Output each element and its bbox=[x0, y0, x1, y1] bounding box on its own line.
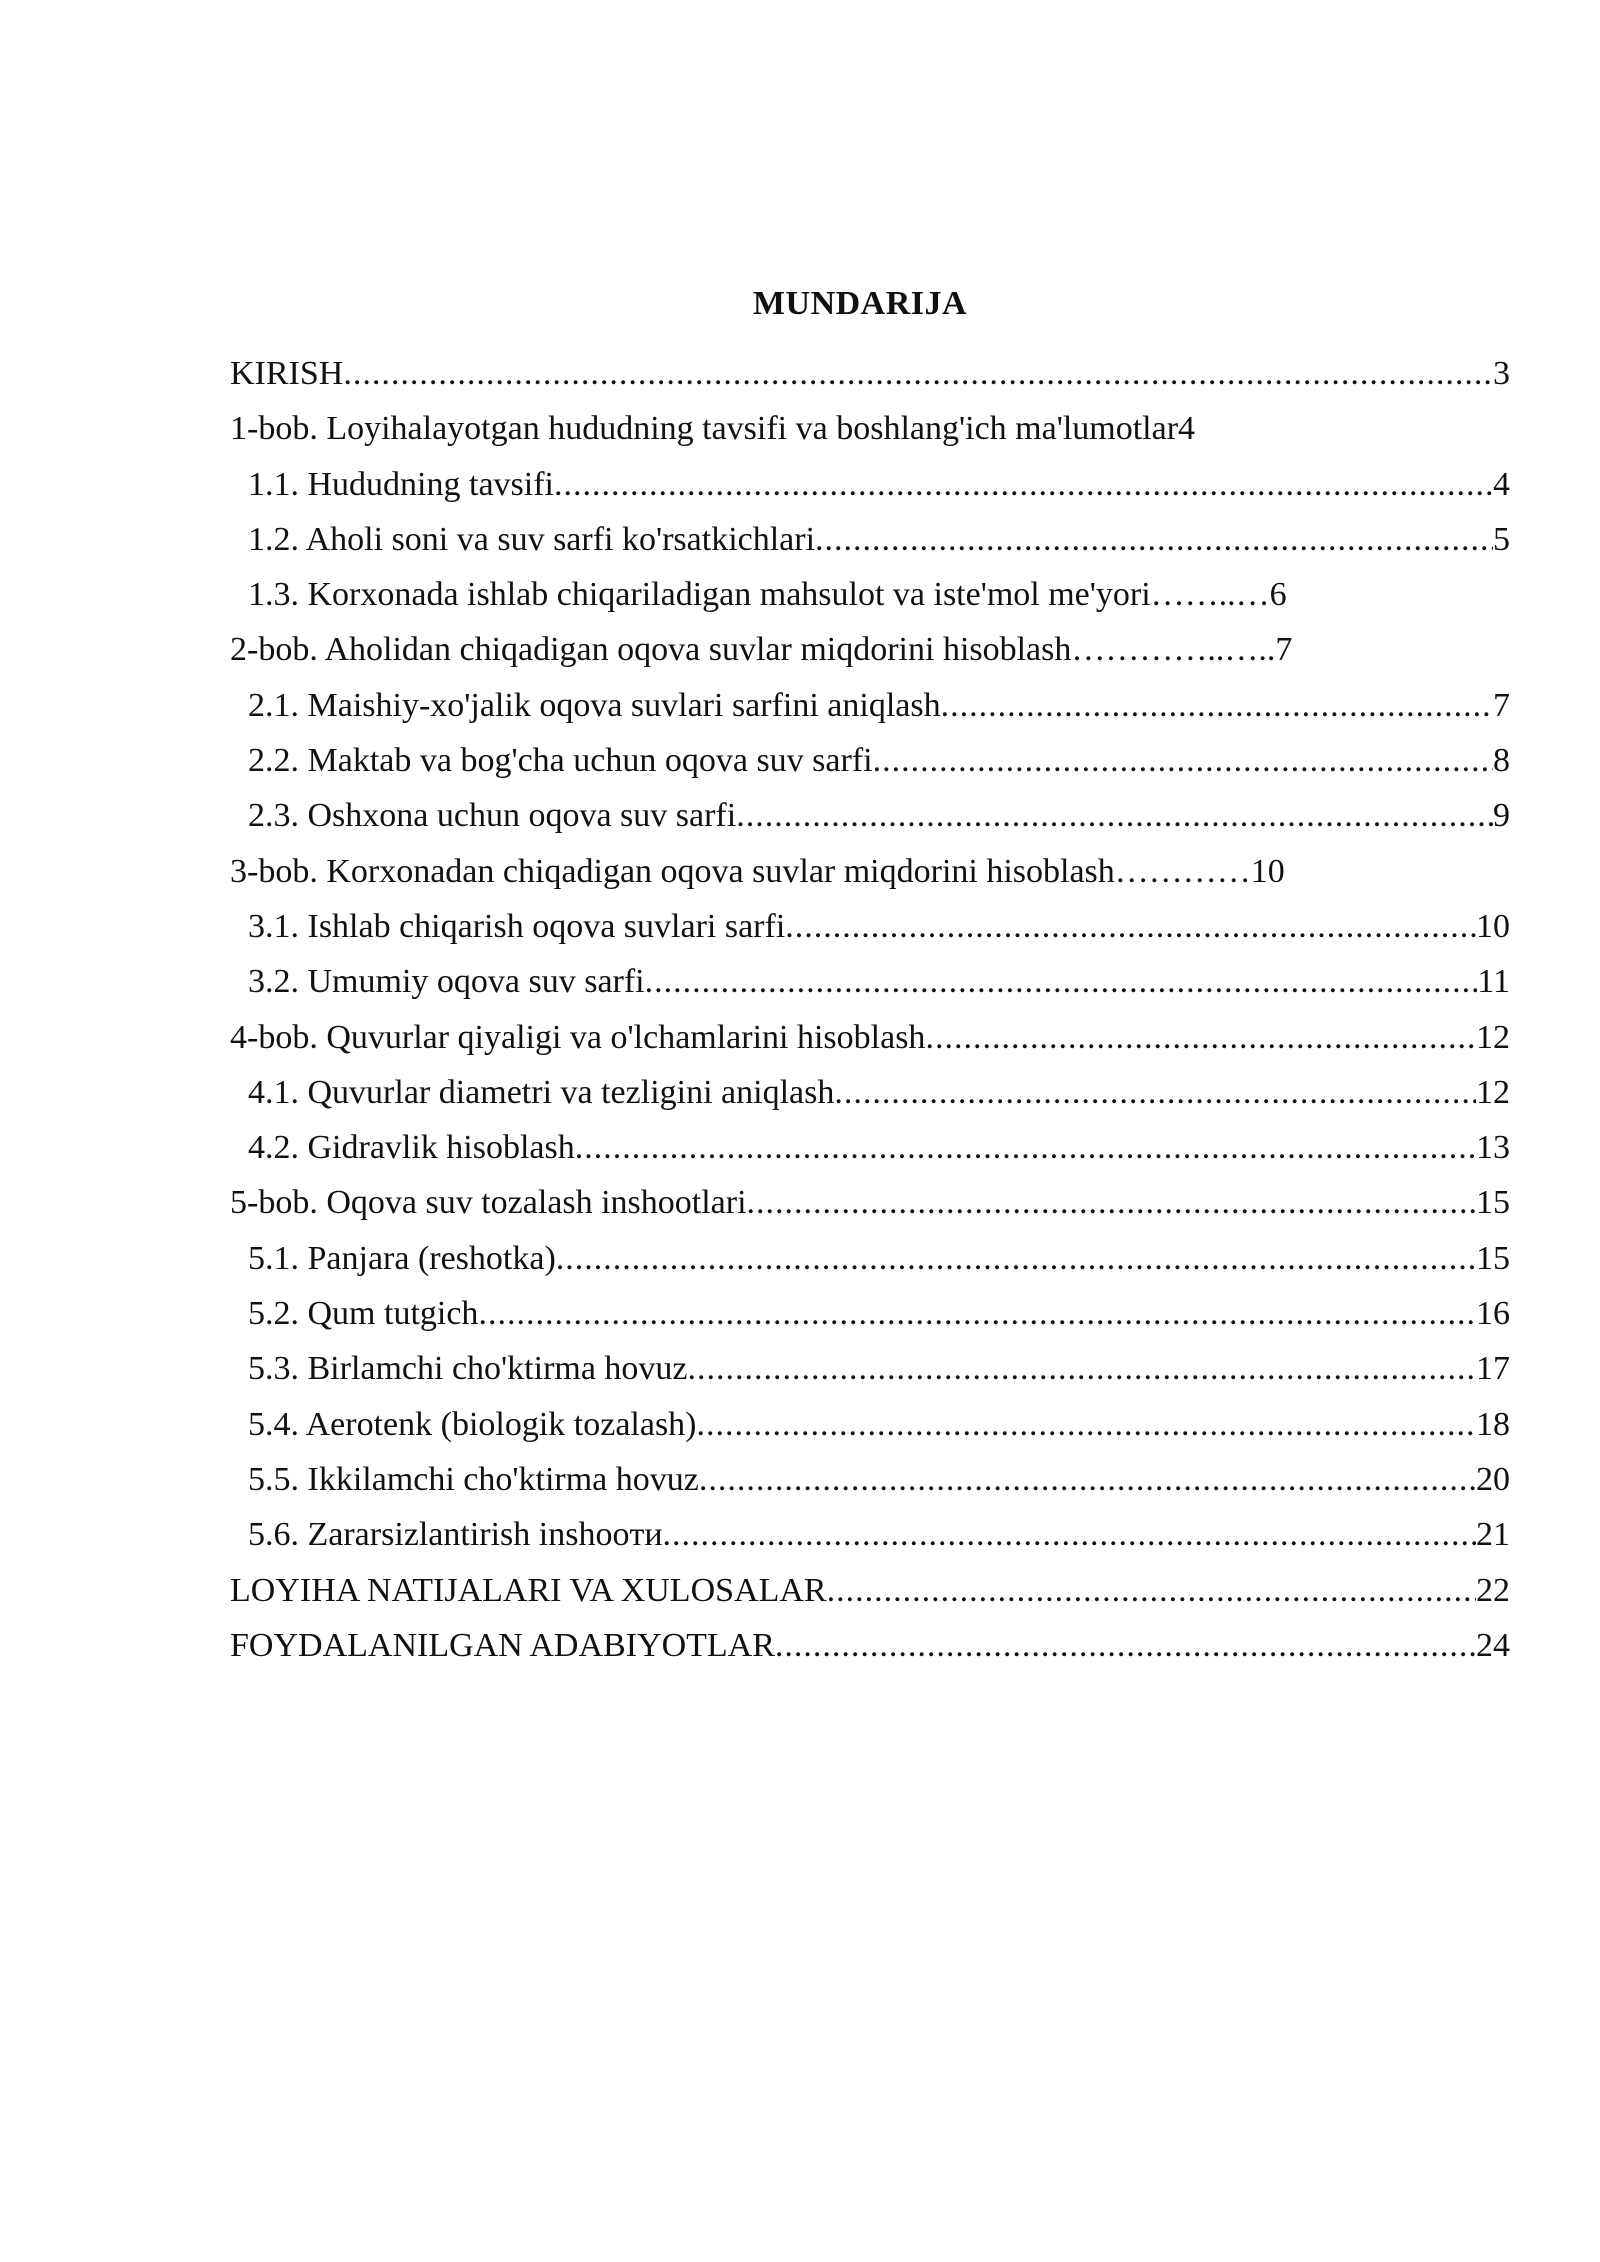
toc-entry[interactable] bbox=[230, 899, 1510, 954]
toc-entry[interactable] bbox=[230, 788, 1510, 843]
toc-entry-page-number: 16 bbox=[1476, 1295, 1510, 1333]
toc-entry-label: 1.2. Aholi soni va suv sarfi ko'rsatkichlari bbox=[248, 520, 816, 558]
toc-dot-leader bbox=[645, 954, 1478, 1009]
toc-entry[interactable] bbox=[230, 1397, 1510, 1452]
toc-entry[interactable] bbox=[230, 1231, 1510, 1286]
toc-entry-label: 1-bob. Loyihalayotgan hududning tavsifi va boshlang'ich ma'lumotlar bbox=[230, 410, 1179, 448]
toc-entry[interactable] bbox=[230, 954, 1510, 1009]
toc-entry-page-number: 22 bbox=[1476, 1571, 1510, 1609]
toc-dot-leader bbox=[556, 1231, 1476, 1286]
toc-dot-leader bbox=[941, 678, 1493, 733]
toc-entry[interactable] bbox=[230, 1286, 1510, 1341]
toc-entry-page-number: 7 bbox=[1275, 631, 1293, 669]
toc-entry-page-number: 6 bbox=[1269, 576, 1287, 614]
toc-entry-label: 5.3. Birlamchi cho'ktirma hovuz bbox=[248, 1350, 688, 1388]
toc-entry-label: 5.5. Ikkilamchi cho'ktirma hovuz bbox=[248, 1460, 699, 1498]
toc-entry[interactable] bbox=[230, 1452, 1510, 1507]
toc-entry-label: LOYIHA NATIJALARI VA XULOSALAR bbox=[230, 1571, 827, 1609]
toc-entry[interactable] bbox=[230, 1563, 1510, 1618]
toc-entry[interactable] bbox=[230, 401, 1510, 456]
toc-entry[interactable] bbox=[230, 1010, 1510, 1065]
toc-entry-label: FOYDALANILGAN ADABIYOTLAR bbox=[230, 1626, 775, 1664]
toc-entry-page-number: 20 bbox=[1476, 1460, 1510, 1498]
toc-entry[interactable] bbox=[230, 1618, 1510, 1673]
toc-entry-page-number: 10 bbox=[1250, 852, 1285, 890]
toc-dot-leader bbox=[925, 1010, 1476, 1065]
toc-dot-leader bbox=[785, 899, 1476, 954]
toc-entry[interactable] bbox=[230, 1175, 1510, 1230]
toc-dot-leader bbox=[815, 512, 1493, 567]
toc-entry-label: 5.1. Panjara (reshotka) bbox=[248, 1239, 556, 1277]
toc-entry[interactable] bbox=[230, 1065, 1510, 1120]
toc-entry-page-number: 5 bbox=[1493, 520, 1510, 558]
toc-entry-label: 2.2. Maktab va bog'cha uchun oqova suv sarfi bbox=[248, 742, 873, 780]
toc-entry-label: 5.6. Zararsizlantirish inshooти bbox=[248, 1516, 663, 1554]
toc-entry-page-number: 10 bbox=[1476, 907, 1510, 945]
toc-entry[interactable] bbox=[230, 622, 1510, 677]
table-of-contents bbox=[230, 346, 1510, 1673]
toc-entry[interactable] bbox=[230, 346, 1510, 401]
toc-entry-page-number: 12 bbox=[1476, 1073, 1510, 1111]
toc-entry[interactable] bbox=[230, 457, 1510, 512]
toc-entry-page-number: 3 bbox=[1493, 355, 1510, 392]
toc-dot-leader bbox=[554, 457, 1493, 512]
toc-entry-page-number: 21 bbox=[1476, 1516, 1510, 1554]
toc-entry-label: 5-bob. Oqova suv tozalash inshootlari bbox=[230, 1184, 747, 1222]
toc-entry-label: 5.4. Aerotenk (biologik tozalash) bbox=[248, 1405, 697, 1443]
toc-dot-leader bbox=[747, 1175, 1476, 1230]
toc-entry-page-number: 18 bbox=[1476, 1405, 1510, 1443]
toc-entry-label: 4.2. Gidravlik hisoblash bbox=[248, 1129, 575, 1167]
toc-entry-page-number: 15 bbox=[1476, 1239, 1510, 1277]
toc-dot-leader bbox=[697, 1397, 1476, 1452]
toc-entry[interactable] bbox=[230, 1507, 1510, 1562]
toc-entry-page-number: 12 bbox=[1476, 1018, 1510, 1056]
toc-entry[interactable] bbox=[230, 567, 1510, 622]
toc-entry-page-number: 13 bbox=[1476, 1129, 1510, 1167]
toc-entry-page-number: 8 bbox=[1493, 742, 1510, 780]
toc-entry-label: 5.2. Qum tutgich bbox=[248, 1295, 479, 1333]
toc-entry[interactable] bbox=[230, 844, 1510, 899]
toc-dot-leader bbox=[775, 1618, 1476, 1673]
toc-dot-leader bbox=[688, 1341, 1476, 1396]
toc-dot-leader bbox=[873, 733, 1493, 788]
page-title: MUNDARIJA bbox=[752, 285, 968, 322]
toc-dot-leader bbox=[343, 346, 1493, 401]
toc-entry-label: 2.3. Oshxona uchun oqova suv sarfi bbox=[248, 797, 737, 835]
toc-dot-leader bbox=[736, 788, 1493, 843]
toc-dot-leader bbox=[575, 1120, 1476, 1175]
toc-entry-page-number: 17 bbox=[1476, 1350, 1510, 1388]
toc-dot-leader bbox=[478, 1286, 1476, 1341]
toc-entry-page-number: 15 bbox=[1476, 1184, 1510, 1222]
toc-entry-label: 3-bob. Korxonadan chiqadigan oqova suvlar miqdorini hisoblash………… bbox=[230, 852, 1251, 890]
toc-dot-leader bbox=[827, 1563, 1476, 1618]
toc-entry[interactable] bbox=[230, 512, 1510, 567]
toc-entry[interactable] bbox=[230, 1341, 1510, 1396]
toc-entry[interactable] bbox=[230, 1120, 1510, 1175]
toc-entry-page-number: 4 bbox=[1178, 410, 1196, 448]
toc-dot-leader bbox=[699, 1452, 1476, 1507]
toc-entry-page-number: 7 bbox=[1493, 686, 1510, 724]
toc-entry-label: 4.1. Quvurlar diametri va tezligini aniqlash bbox=[248, 1073, 835, 1111]
toc-entry[interactable] bbox=[230, 733, 1510, 788]
toc-entry-label: 3.2. Umumiy oqova suv sarfi bbox=[248, 963, 645, 1001]
toc-entry-label: 4-bob. Quvurlar qiyaligi va o'lchamlarini hisoblash bbox=[230, 1018, 926, 1056]
toc-entry-label: 3.1. Ishlab chiqarish oqova suvlari sarfi bbox=[248, 907, 786, 945]
toc-entry-label: KIRISH bbox=[230, 355, 344, 392]
toc-dot-leader bbox=[663, 1507, 1476, 1562]
toc-dot-leader bbox=[834, 1065, 1476, 1120]
toc-entry-page-number: 11 bbox=[1477, 963, 1510, 1001]
toc-entry-label: 1.1. Hududning tavsifi bbox=[248, 465, 554, 503]
toc-entry-label: 2.1. Maishiy-xo'jalik oqova suvlari sarfini aniqlash bbox=[248, 686, 941, 724]
toc-entry-page-number: 24 bbox=[1476, 1626, 1510, 1664]
toc-entry-page-number: 9 bbox=[1493, 797, 1510, 835]
toc-entry-page-number: 4 bbox=[1493, 465, 1510, 503]
toc-entry-label: 1.3. Korxonada ishlab chiqariladigan mahsulot va iste'mol me'yori……..… bbox=[248, 576, 1270, 614]
toc-entry-label: 2-bob. Aholidan chiqadigan oqova suvlar miqdorini hisoblash…………..….. bbox=[230, 631, 1276, 669]
toc-entry[interactable] bbox=[230, 678, 1510, 733]
